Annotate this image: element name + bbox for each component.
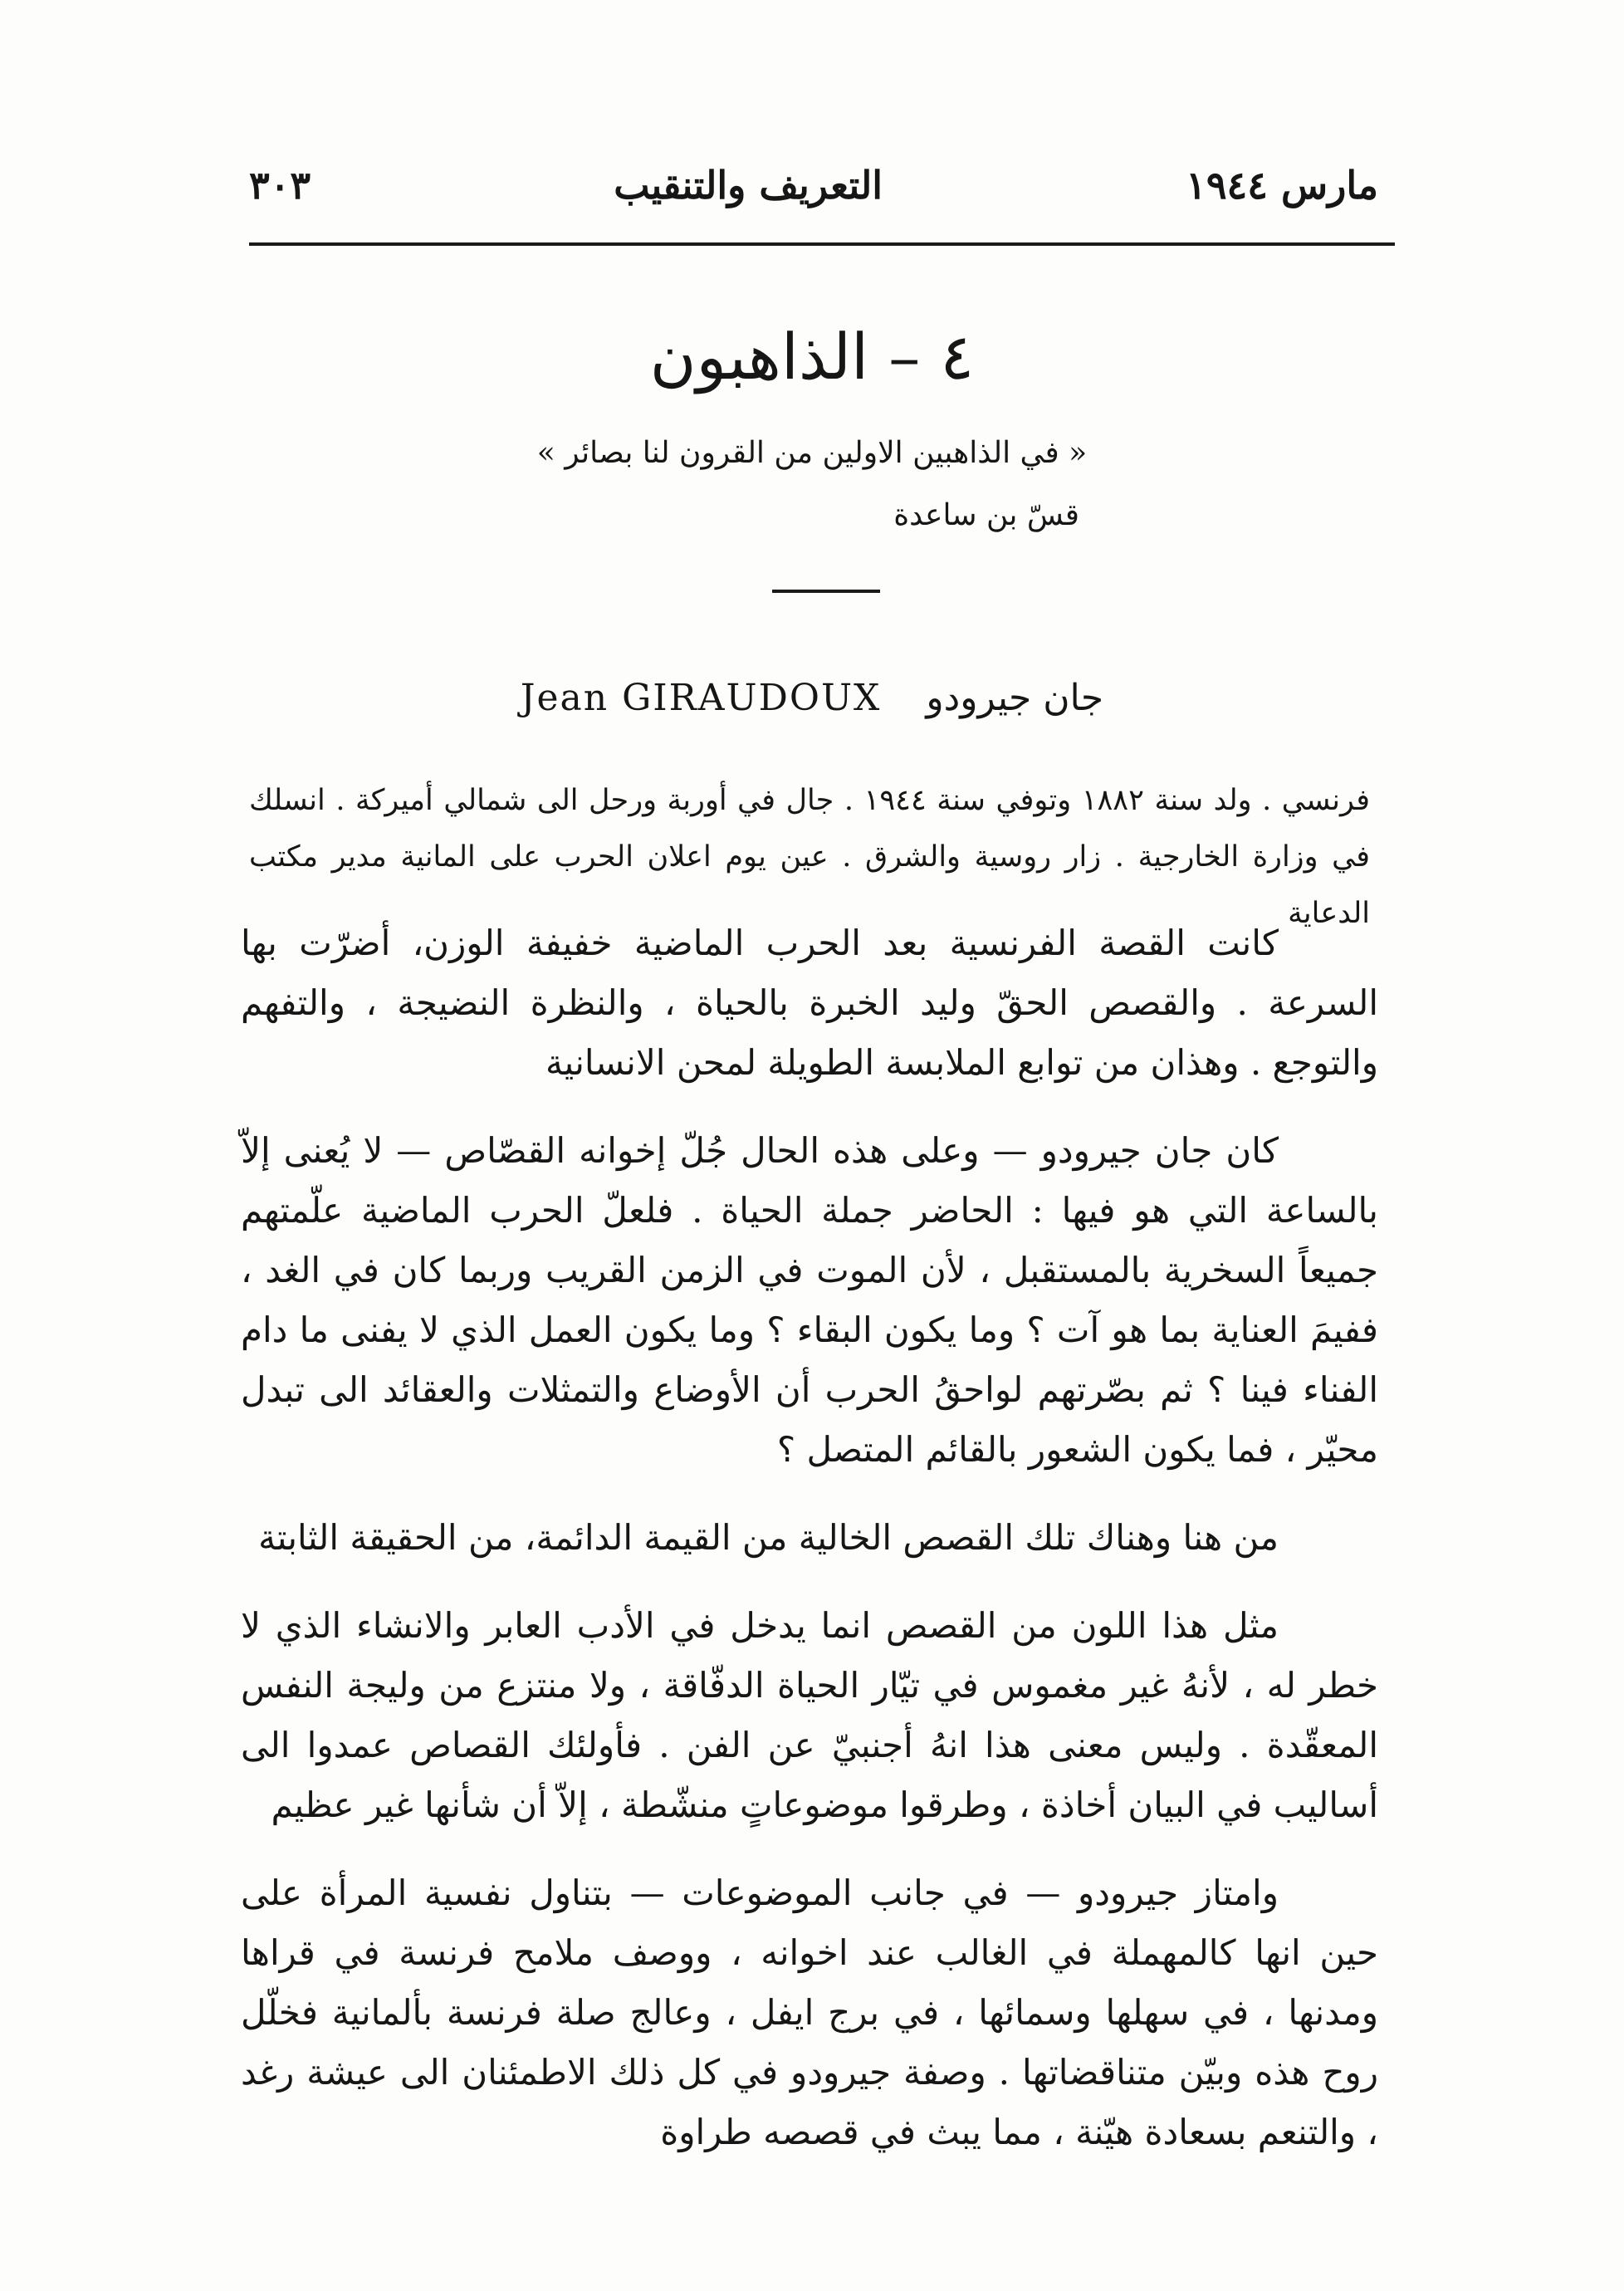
header-section-title: التعريف والتنقيب — [614, 163, 883, 208]
paragraph-5: وامتاز جيرودو — في جانب الموضوعات — بتناول نفسية المرأة على حين انها كالمهملة في الغالب عند اخوانه ، ووصف ملامح فرنسة في قراها ومدنها ، في سهلها وسمائها ، في برج ايفل ، وعالج صلة فرنسة بألمانية فخلّل روح هذه وبيّن متناقضاتها . وصفة جيرودو في كل ذلك الاطمئنان الى عيشة رغد ، والتنعم بسعادة هيّنة ، مما يبث في قصصه طراوة — [241, 1872, 1378, 2152]
article-body — [241, 913, 1378, 2191]
paragraph-2: كان جان جيرودو — وعلى هذه الحال جُلّ إخوانه القصّاص — لا يُعنى إلاّ بالساعة التي هو فيها : الحاضر جملة الحياة . فلعلّ الحرب الماضية علّمتهم جميعاً السخرية بالمستقبل ، لأن الموت في الزمن القريب وربما كان في الغد ، ففيمَ العناية بما هو آت ؟ وما يكون البقاء ؟ وما يكون العمل الذي لا يفنى ما دام الفناء فينا ؟ ثم بصّرتهم لواحقُ الحرب أن الأوضاع والتمثلات والعقائد الى تبدل محيّر ، فما يكون الشعور بالقائم المتصل ؟ — [241, 1130, 1378, 1470]
paragraph-3: من هنا وهناك تلك القصص الخالية من القيمة الدائمة، من الحقيقة الثابتة — [258, 1517, 1279, 1558]
epigraph-attribution: قسّ بن ساعدة — [893, 498, 1079, 532]
header-page-number: ٣٠٣ — [249, 163, 311, 208]
paragraph-1: كانت القصة الفرنسية بعد الحرب الماضية خفيفة الوزن، أضرّت بها السرعة . والقصص الحقّ وليد الخبرة بالحياة ، والنظرة النضيجة ، والتفهم والتوجع . وهذان من توابع الملابسة الطويلة لمحن الانسانية — [241, 923, 1378, 1083]
header-date: مارس ١٩٤٤ — [1186, 163, 1378, 208]
author-heading — [0, 677, 1624, 719]
running-header — [249, 156, 1378, 214]
epigraph-quote: « في الذاهبين الاولين من القرون لنا بصائر » — [536, 436, 1088, 470]
author-biography: فرنسي . ولد سنة ١٨٨٢ وتوفي سنة ١٩٤٤ . جال في أوربة ورحل الى شمالي أميركة . انسلك في وزارة الخارجية . زار روسية والشرق . عين يوم اعلان الحرب على المانية مدير مكتب الدعاية — [249, 784, 1370, 930]
author-name-arabic: جان جيرودو — [926, 677, 1104, 719]
author-name-latin: Jean GIRAUDOUX — [520, 677, 882, 719]
article-title: ٤ – الذاهبون — [649, 320, 975, 394]
section-divider — [772, 590, 880, 593]
header-divider — [249, 242, 1395, 246]
paragraph-4: مثل هذا اللون من القصص انما يدخل في الأدب العابر والانشاء الذي لا خطر له ، لأنهُ غير مغموس في تيّار الحياة الدفّاقة ، ولا منتزع من وليجة النفس المعقّدة . وليس معنى هذا انهُ أجنبيّ عن الفن . فأولئك القصاص عمدوا الى أساليب في البيان أخاذة ، وطرقوا موضوعاتٍ منشّطة ، إلاّ أن شأنها غير عظيم — [241, 1605, 1378, 1825]
